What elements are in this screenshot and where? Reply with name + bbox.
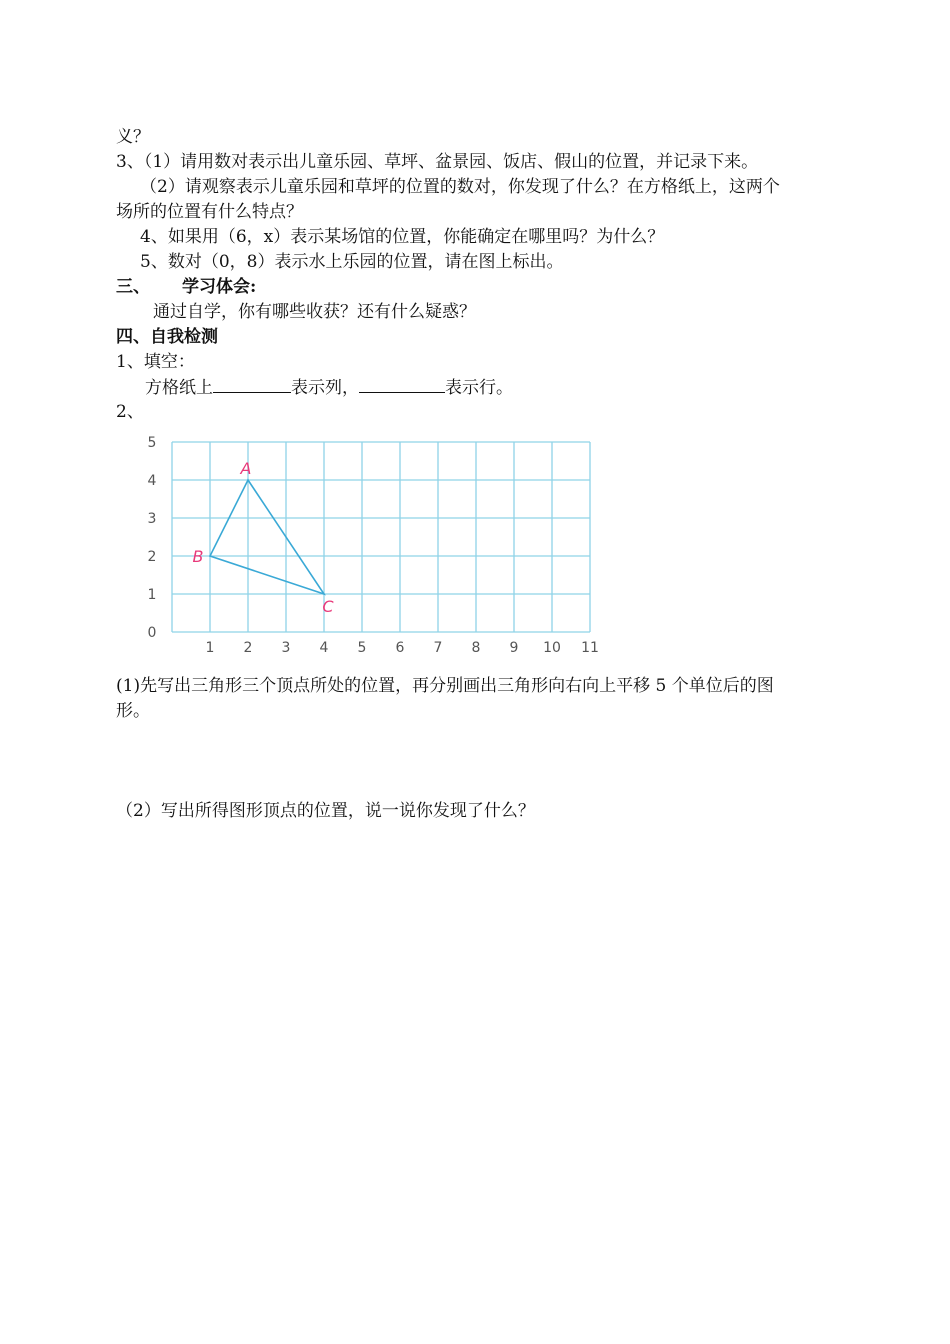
x-tick-label: 8	[471, 640, 481, 656]
y-tick-label: 5	[147, 435, 157, 451]
triangle-abc	[210, 480, 324, 594]
section-3-number: 三、	[116, 277, 150, 297]
fill-blank-title: 1、填空：	[116, 352, 195, 372]
vertex-label-a: A	[240, 459, 252, 478]
x-tick-label: 11	[581, 640, 599, 656]
question-2-label: 2、	[116, 402, 144, 422]
vertex-label-c: C	[322, 597, 334, 616]
x-tick-label: 2	[243, 640, 253, 656]
question-4: 4、如果用（6，x）表示某场馆的位置，你能确定在哪里吗？为什么？	[140, 227, 665, 247]
blank-row-field[interactable]	[359, 376, 445, 393]
fill-text-c: 表示行。	[445, 378, 513, 398]
section-3-body: 通过自学，你有哪些收获？还有什么疑惑？	[153, 302, 476, 322]
sub-question-2: （2）写出所得图形顶点的位置，说一说你发现了什么？	[116, 801, 535, 821]
sub-question-1-line1: (1)先写出三角形三个顶点所处的位置，再分别画出三角形向右向上平移 5 个单位后的图	[116, 676, 774, 696]
x-tick-label: 5	[357, 640, 367, 656]
x-tick-label: 7	[433, 640, 443, 656]
x-tick-label: 10	[543, 640, 561, 656]
y-tick-label: 2	[147, 549, 157, 565]
x-tick-label: 3	[281, 640, 291, 656]
x-tick-label: 9	[509, 640, 519, 656]
fill-blank-line	[145, 376, 513, 399]
y-tick-label: 0	[147, 625, 157, 641]
question-5: 5、数对（0，8）表示水上乐园的位置，请在图上标出。	[140, 252, 564, 272]
section-3-title: 学习体会:	[182, 277, 257, 297]
question-3-2-line2: 场所的位置有什么特点？	[116, 202, 303, 222]
fill-text-a: 方格纸上	[145, 378, 213, 398]
question-3-2-line1: （2）请观察表示儿童乐园和草坪的位置的数对，你发现了什么？在方格纸上，这两个	[140, 177, 780, 197]
x-tick-label: 4	[319, 640, 329, 656]
fill-text-b: 表示列，	[291, 378, 359, 398]
y-tick-label: 3	[147, 511, 157, 527]
vertex-label-b: B	[192, 547, 204, 566]
blank-column-field[interactable]	[213, 376, 291, 393]
coordinate-grid-chart	[140, 428, 610, 660]
x-tick-label: 1	[205, 640, 215, 656]
y-tick-label: 4	[147, 473, 157, 489]
question-3-1: 3、（1）请用数对表示出儿童乐园、草坪、盆景园、饭店、假山的位置，并记录下来。	[116, 152, 759, 172]
text-line-yi: 义？	[116, 127, 150, 147]
section-4-title: 四、自我检测	[116, 327, 218, 347]
x-tick-label: 6	[395, 640, 405, 656]
y-tick-label: 1	[147, 587, 157, 603]
sub-question-1-line2: 形。	[116, 701, 150, 721]
